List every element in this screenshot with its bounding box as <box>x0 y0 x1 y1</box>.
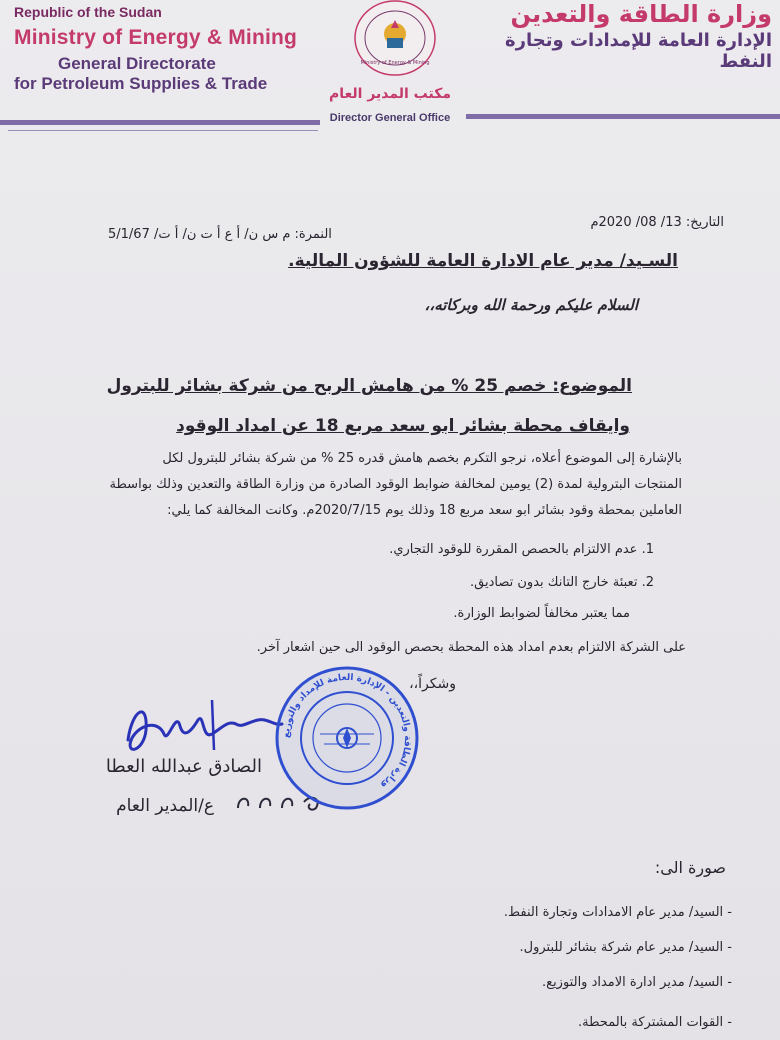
subject-line-1: الموضوع: خصم 25 % من هامش الربح من شركة بشائر للبترول <box>106 376 632 396</box>
letter-date: التاريخ: 13/ 08/ 2020م <box>590 215 724 230</box>
reference-number: النمرة: م س ن/ أ ع أ ت ن/ أ ت/ 5/1/67 <box>108 227 332 242</box>
office-label-english: Director General Office <box>329 112 451 124</box>
english-letterhead <box>14 4 314 94</box>
copy-recipient-4: - القوات المشتركة بالمحطة. <box>578 1015 732 1030</box>
directorate-line-2: for Petroleum Supplies & Trade <box>14 74 268 93</box>
header-divider-left <box>0 120 320 125</box>
directorate-name-arabic: الإدارة العامة للإمدادات وتجارة النفط <box>505 30 772 72</box>
republic-label: Republic of the Sudan <box>14 4 162 20</box>
ministry-name: Ministry of Energy & Mining <box>14 26 298 49</box>
violation-note: مما يعتبر مخالفاً لضوابط الوزارة. <box>453 606 630 621</box>
closing-thanks: وشكراً،، <box>409 676 456 692</box>
copy-recipient-2: - السيد/ مدير عام شركة بشائر للبترول. <box>519 940 732 955</box>
ministry-logo <box>335 0 455 78</box>
svg-text:Ministry of Energy & Mining: Ministry of Energy & Mining <box>360 60 430 66</box>
violation-item-1: 1. عدم الالتزام بالحصص المقررة للوقود التجاري. <box>389 542 654 557</box>
office-label-arabic: مكتب المدير العام <box>328 86 452 102</box>
copies-heading: صورة الى: <box>654 858 726 877</box>
ministry-name-arabic: وزارة الطاقة والتعدين <box>510 0 772 28</box>
copy-recipient-3: - السيد/ مدير ادارة الامداد والتوزيع. <box>542 975 732 990</box>
header-divider-left-thin <box>8 130 318 131</box>
obligation-text: على الشركة الالتزام بعدم امداد هذه المحطة بحصص الوقود الى حين اشعار آخر. <box>256 640 686 655</box>
official-stamp <box>268 664 426 812</box>
copy-recipient-1: - السيد/ مدير عام الامدادات وتجارة النفط. <box>503 905 732 920</box>
violation-item-2: 2. تعبئة خارج التانك بدون تصاديق. <box>470 575 654 590</box>
body-line-1: بالإشارة إلى الموضوع أعلاه، نرجو التكرم بخصم هامش قدره 25 % من شركة بشائر للبترول لكل <box>162 451 682 466</box>
stamp-ring-text: وزارة الطاقة والتعدين - الإدارة العامة للإمداد والتوزيع <box>281 672 413 791</box>
signatory-name: الصادق عبدالله العطا <box>105 756 262 777</box>
directorate-line-1: General Directorate <box>58 54 216 73</box>
addressee: السـيد/ مدير عام الادارة العامة للشؤون المالية. <box>288 251 678 271</box>
arabic-letterhead <box>472 0 772 72</box>
header-divider-right <box>466 114 780 119</box>
signatory-title: ع/المدير العام <box>116 796 214 816</box>
subject-line-2: وايقاف محطة بشائر ابو سعد مربع 18 عن امداد الوقود <box>176 416 630 436</box>
greeting: السلام عليكم ورحمة الله وبركاته،، <box>424 296 638 314</box>
body-line-3: العاملين بمحطة وقود بشائر ابو سعد مربع 18 وذلك يوم 2020/7/15م. وكانت المخالفة كما يلي: <box>167 503 682 518</box>
body-line-2: المنتجات البترولية لمدة (2) يومين لمخالفة ضوابط الوقود الصادرة من وزارة الطاقة والتعدين وذلك بواسطة <box>109 477 682 492</box>
